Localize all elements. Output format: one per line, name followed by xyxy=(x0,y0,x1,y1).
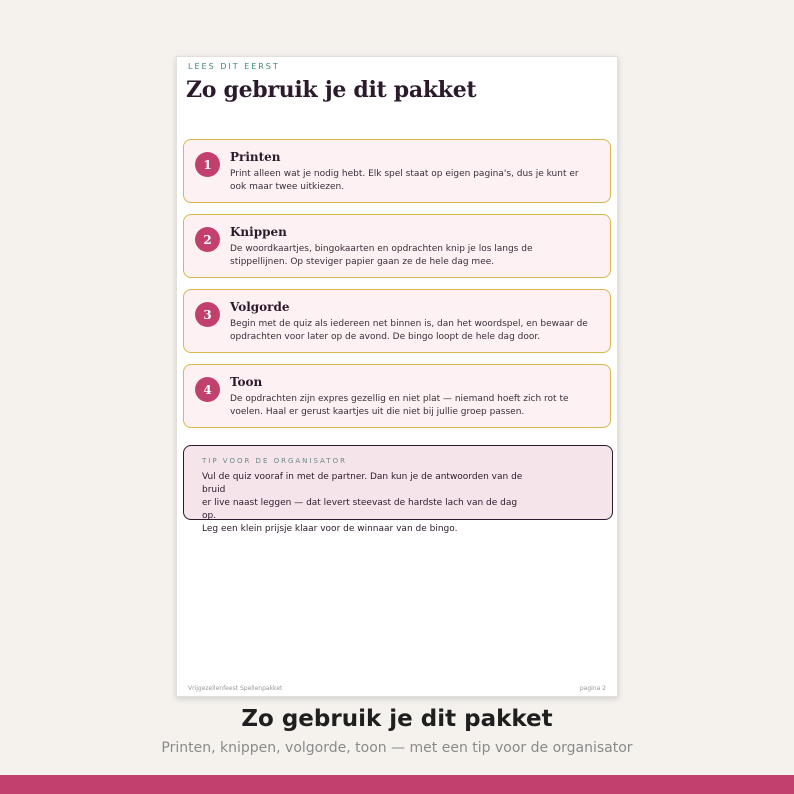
tip-label: TIP VOOR DE ORGANISATOR xyxy=(202,457,347,465)
tip-line: Leg een klein prijsje klaar voor de winnaar van de bingo. xyxy=(202,524,458,534)
caption-title: Zo gebruik je dit pakket xyxy=(241,706,553,732)
footer-document-name: Vrijgezellenfeest Spellenpakket xyxy=(188,685,283,692)
step-card-4 xyxy=(183,364,611,428)
step-title: Printen xyxy=(230,150,281,164)
step-title: Volgorde xyxy=(230,300,290,314)
step-title: Toon xyxy=(230,375,263,389)
step-card-3 xyxy=(183,289,611,353)
bottom-accent-bar xyxy=(0,775,794,794)
footer-page-number: pagina 2 xyxy=(579,685,606,692)
page-title: Zo gebruik je dit pakket xyxy=(186,77,477,103)
eyebrow-label: LEES DIT EERST xyxy=(188,62,280,71)
step-title: Knippen xyxy=(230,225,287,239)
step-number-badge: 2 xyxy=(195,227,220,252)
step-card-1 xyxy=(183,139,611,203)
step-text: Begin met de quiz als iedereen net binnen is, dan het woordspel, en bewaar de opdrachten voor later op de avond. De bingo loopt de hele dag door. xyxy=(230,319,588,342)
step-card-2 xyxy=(183,214,611,278)
tip-line: er live naast leggen — dat levert steevast de hardste lach van de dag op. xyxy=(202,498,518,521)
document-page xyxy=(176,56,618,697)
tip-text xyxy=(202,471,532,536)
step-number-badge: 1 xyxy=(195,152,220,177)
step-number-badge: 4 xyxy=(195,377,220,402)
step-number-badge: 3 xyxy=(195,302,220,327)
step-text: Print alleen wat je nodig hebt. Elk spel staat op eigen pagina's, dus je kunt er ook maar twee uitkiezen. xyxy=(230,169,579,192)
caption-subtitle: Printen, knippen, volgorde, toon — met een tip voor de organisator xyxy=(161,740,633,756)
organizer-tip-box xyxy=(183,445,613,534)
step-text: De opdrachten zijn expres gezellig en niet plat — niemand hoeft zich rot te voelen. Haal er gerust kaartjes uit die niet bij jullie groep passen. xyxy=(230,394,569,417)
tip-line: Vul de quiz vooraf in met de partner. Dan kun je de antwoorden van de bruid xyxy=(202,472,523,495)
step-text: De woordkaartjes, bingokaarten en opdrachten knip je los langs de stippellijnen. Op steviger papier gaan ze de hele dag mee. xyxy=(230,244,533,267)
